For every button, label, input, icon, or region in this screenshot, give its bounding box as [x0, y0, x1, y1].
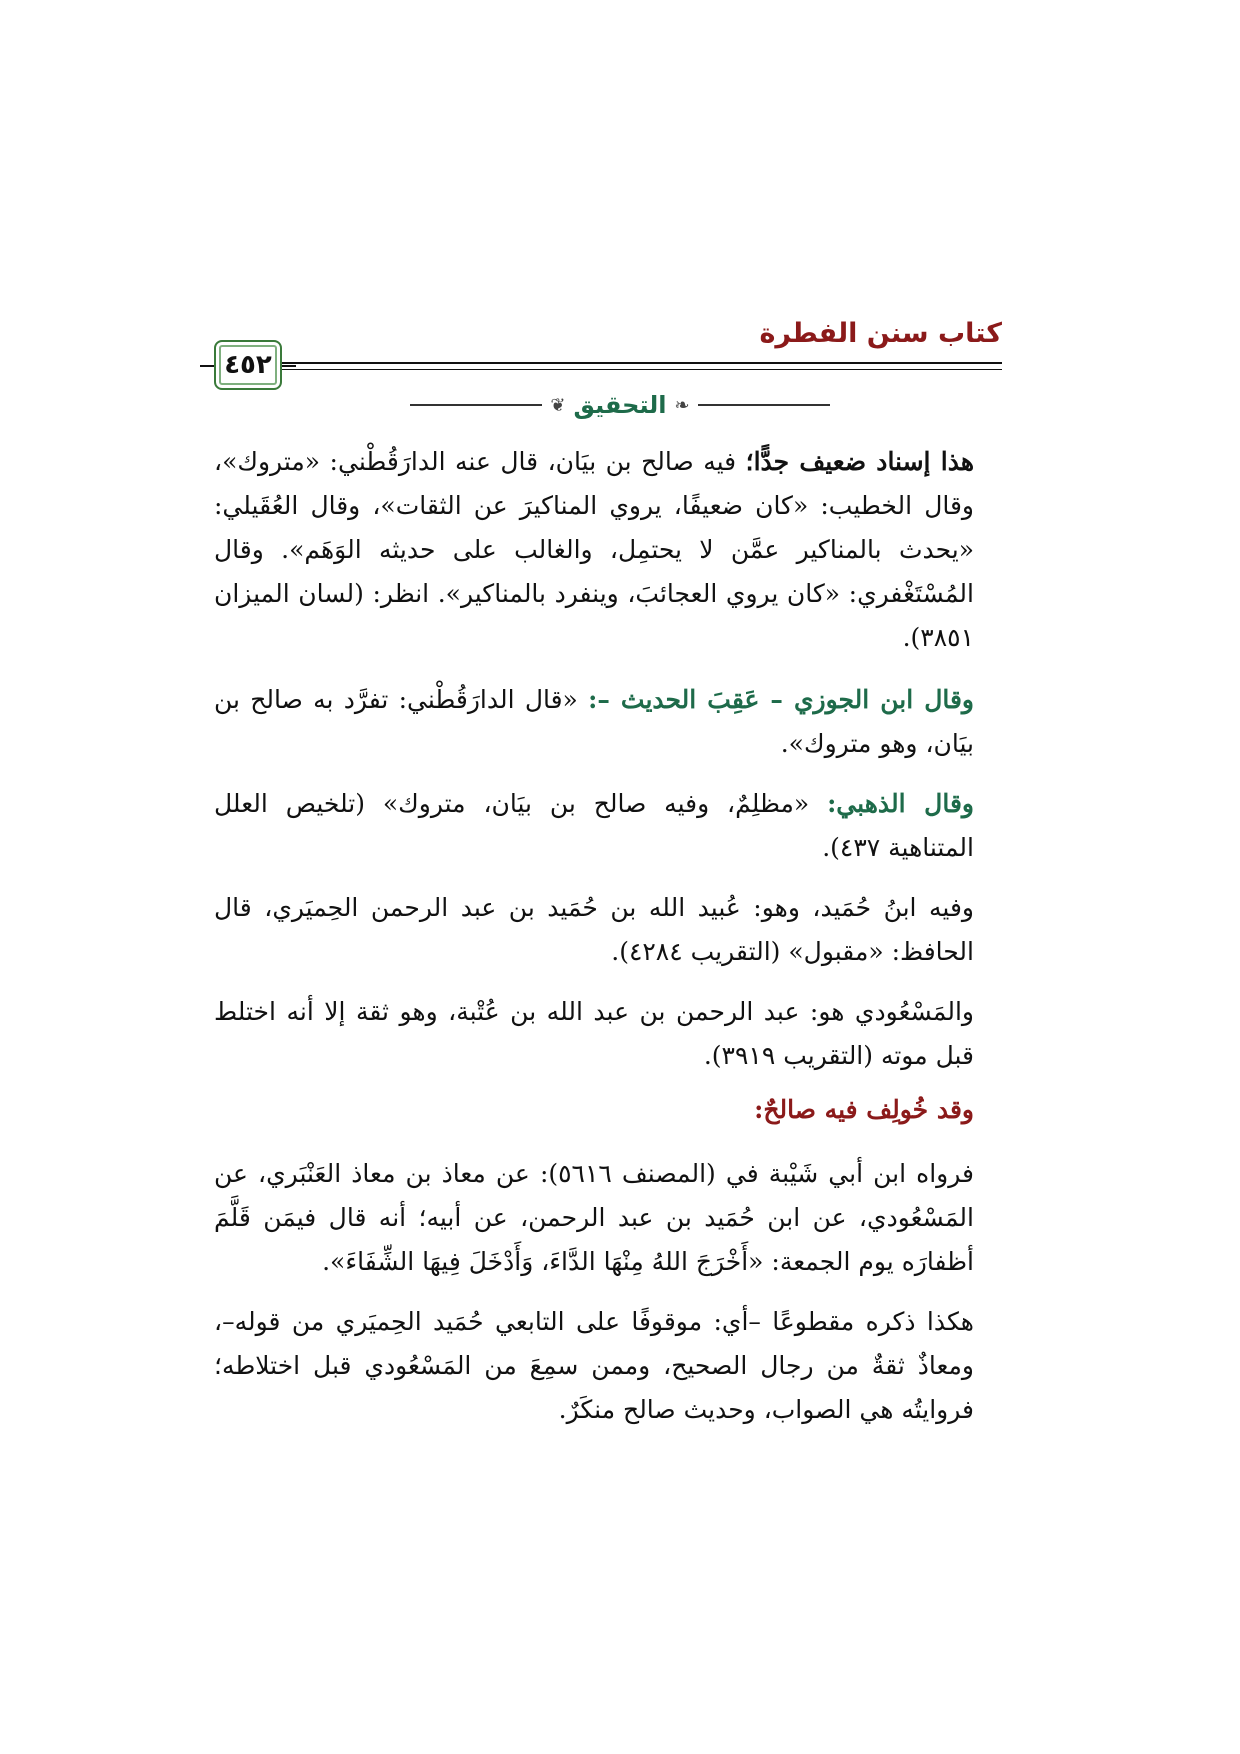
page-header: [214, 312, 1002, 382]
paragraph-1-text: فيه صالح بن بيَان، قال عنه الدارَقُطْني: «متروك»، وقال الخطيب: «كان ضعيفًا، يروي المناكيرَ عن الثقات»، وقال العُقَيلي: «يحدث بالمناكير عمَّن لا يحتمِل، والغالب على حديثه الوَهَم». وقال المُسْتَغْفري: «كان يروي العجائبَ، وينفرد بالمناكير». انظر: (لسان الميزان ٣٨٥١).: [214, 447, 974, 652]
paragraph-4: وفيه ابنُ حُمَيد، وهو: عُبيد الله بن حُمَيد بن عبد الرحمن الحِميَري، قال الحافظ: «مقبول» (التقريب ٤٢٨٤).: [214, 893, 974, 966]
paragraph-7: فرواه ابن أبي شَيْبة في (المصنف ٥٦١٦): عن معاذ بن معاذ العَنْبَري، عن المَسْعُودي، عن ابن حُمَيد بن عبد الرحمن، عن أبيه؛ أنه قال فيمَن قَلَّمَ أظفارَه يوم الجمعة: «أَخْرَجَ اللهُ مِنْهَا الدَّاءَ، وَأَدْخَلَ فِيهَا الشِّفَاءَ».: [214, 1159, 974, 1276]
paragraph-1: [214, 440, 1002, 660]
paragraph-3-lead: وقال الذهبي:: [827, 789, 974, 818]
paragraph-2-text: «قال الدارَقُطْني: تفرَّد به صالح بن بيَان، وهو متروك».: [214, 685, 974, 758]
page-number: ٤٥٢: [224, 350, 272, 380]
paragraph-8: هكذا ذكره مقطوعًا –أي: موقوفًا على التابعي حُمَيد الحِميَري من قوله–، ومعاذٌ ثقةٌ من رجال الصحيح، وممن سمِعَ من المَسْعُودي قبل اختلاطه؛ فروايتُه هي الصواب، وحديث صالح منكَرٌ.: [214, 1307, 974, 1424]
book-title: كتاب سنن الفطرة: [759, 318, 1002, 349]
subheading: وقد خُولِف فيه صالحٌ:: [754, 1095, 974, 1124]
paragraph-3-text: «مظلِمٌ، وفيه صالح بن بيَان، متروك» (تلخيص العلل المتناهية ٤٣٧).: [214, 789, 974, 862]
paragraph-5: والمَسْعُودي هو: عبد الرحمن بن عبد الله بن عُتْبة، وهو ثقة إلا أنه اختلط قبل موته (التقريب ٣٩١٩).: [214, 997, 974, 1070]
page-number-badge: [214, 340, 282, 390]
paragraph-3: [214, 782, 1002, 870]
ornament-left-icon: ❦: [550, 394, 566, 416]
paragraph-1-lead: هذا إسناد ضعيف جدًّا؛: [745, 447, 974, 476]
paragraph-2-lead: وقال ابن الجوزي – عَقِبَ الحديث –:: [588, 685, 975, 714]
header-rule-bottom: [214, 369, 1002, 370]
ornament-right-icon: ❧: [674, 394, 690, 416]
header-rule-top: [214, 362, 1002, 364]
ornament-line-left: [410, 404, 542, 406]
ornament-line-right: [698, 404, 830, 406]
section-heading: [410, 388, 830, 422]
section-title: التحقيق: [573, 391, 667, 419]
paragraph-2: [214, 678, 1002, 766]
